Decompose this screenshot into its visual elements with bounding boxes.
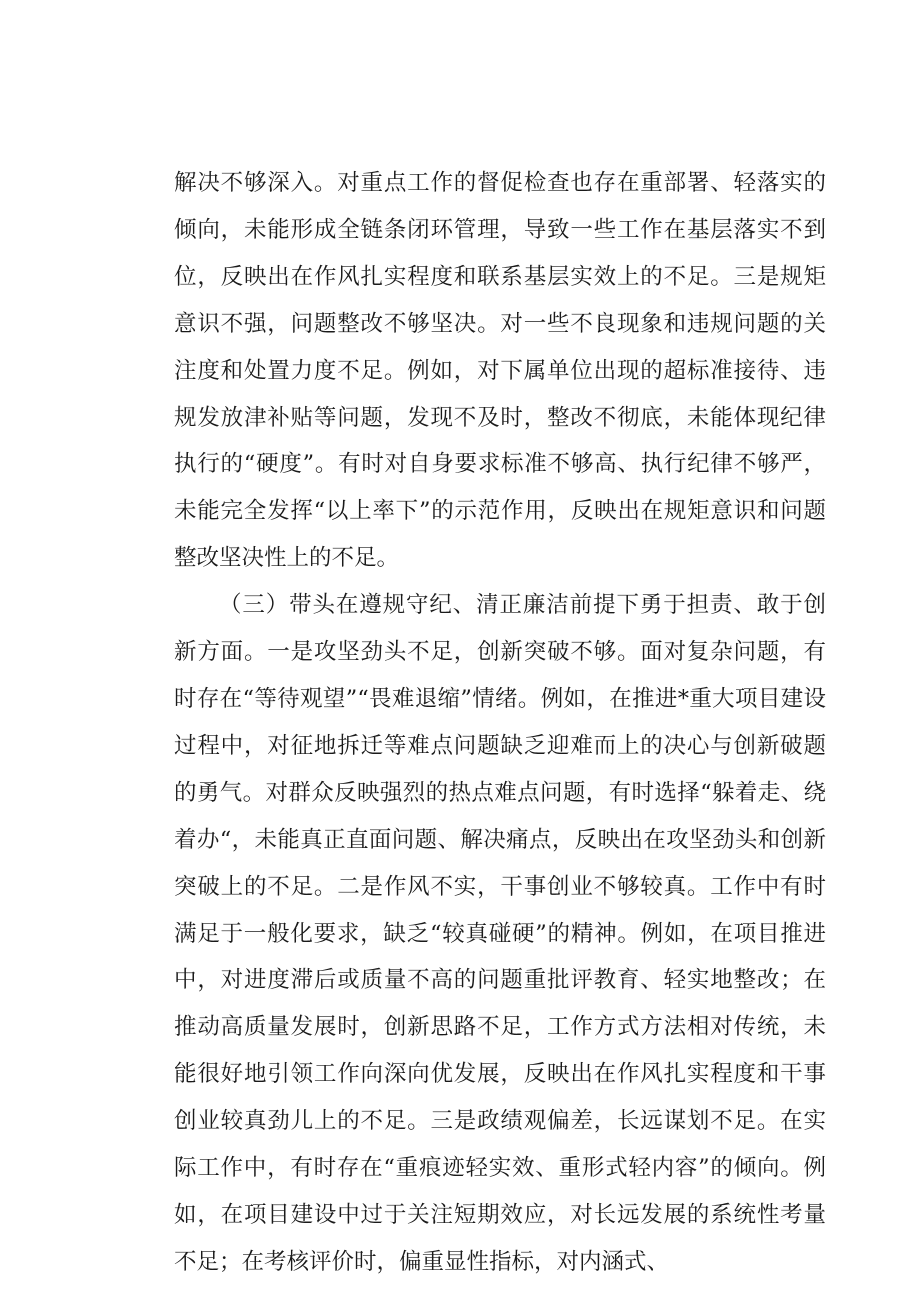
paragraph-continued: 解决不够深入。对重点工作的督促检查也存在重部署、轻落实的倾向，未能形成全链条闭环管理，导致一些工作在基层落实不到位，反映出在作风扎实程度和联系基层实效上的不足。三是规矩意识不强，问题整改不够坚决。对一些不良现象和违规问题的关注度和处置力度不足。例如，对下属单位出现的超标准接待、违规发放津补贴等问题，发现不及时，整改不彻底，未能体现纪律执行的“硬度”。有时对自身要求标准不够高、执行纪律不够严，未能完全发挥“以上率下”的示范作用，反映出在规矩意识和问题整改坚决性上的不足。 — [174, 170, 826, 572]
paragraph-section-three: （三）带头在遵规守纪、清正廉洁前提下勇于担责、敢于创新方面。一是攻坚劲头不足，创新突破不够。面对复杂问题，有时存在“等待观望”“畏难退缩”情绪。例如，在推进*重大项目建设过程中，对征地拆迁等难点问题缺乏迎难而上的决心与创新破题的勇气。对群众反映强烈的热点难点问题，有时选择“躲着走、绕着办“，未能真正直面问题、解决痛点，反映出在攻坚劲头和创新突破上的不足。二是作风不实，干事创业不够较真。工作中有时满足于一般化要求，缺乏“较真碰硬”的精神。例如，在项目推进中，对进度滞后或质量不高的问题重批评教育、轻实地整改；在推动高质量发展时，创新思路不足，工作方式方法相对传统，未能很好地引领工作向深向优发展，反映出在作风扎实程度和干事创业较真劲儿上的不足。三是政绩观偏差，长远谋划不足。在实际工作中，有时存在“重痕迹轻实效、重形式轻内容”的倾向。例如，在项目建设中过于关注短期效应，对长远发展的系统性考量不足；在考核评价时，偏重显性指标，对内涵式、 — [174, 592, 826, 1275]
document-body — [174, 160, 826, 1286]
